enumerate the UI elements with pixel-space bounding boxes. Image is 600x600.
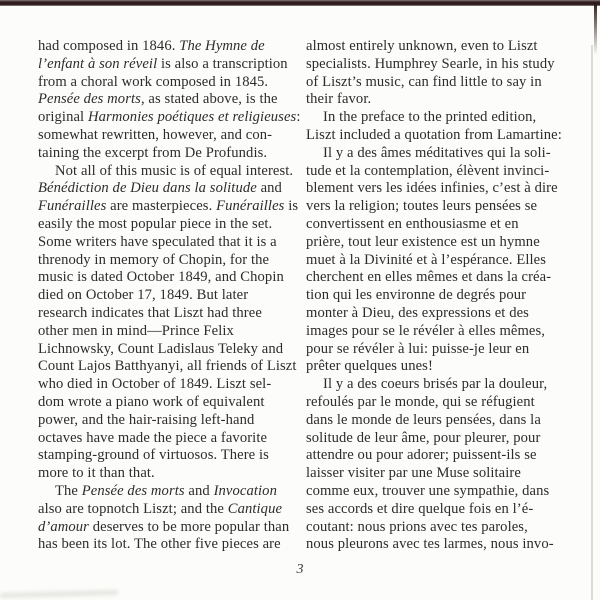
text-line [38, 74, 298, 92]
text-line [306, 519, 574, 537]
text-line [306, 358, 574, 376]
text-segment: : [296, 109, 301, 126]
scan-edge-right-line [591, 45, 593, 600]
text-line [38, 465, 298, 483]
text-line [306, 145, 574, 163]
text-segment: power, and the hair-raising left-hand [38, 411, 255, 428]
text-line [306, 430, 574, 448]
italic-text-segment: Invocation [213, 482, 277, 499]
text-segment: research indicates that Liszt had three [38, 304, 262, 321]
text-line [38, 483, 298, 501]
text-line [306, 483, 574, 501]
text-segment: died on October 17, 1849. But later [38, 287, 249, 304]
text-segment: The [55, 482, 82, 499]
italic-text-segment: Cantique [227, 500, 283, 517]
text-line [38, 341, 298, 359]
text-segment: dom wrote a piano work of equivalent [38, 393, 265, 410]
text-segment: , as stated above, is the [140, 91, 278, 108]
text-segment: prêter quelques unes! [306, 358, 433, 375]
text-segment: ses accords et dire quelque fois en l’é- [306, 500, 534, 517]
text-line [38, 536, 298, 554]
text-line [38, 234, 298, 252]
text-segment: tion qui les environne de degrés pour [306, 287, 527, 304]
italic-text-segment: The Hymne de [179, 38, 265, 54]
text-segment: easily the most popular piece in the set. [38, 215, 273, 232]
text-line [306, 323, 574, 341]
text-segment: comme eux, trouver une sympathie, dans [306, 482, 550, 499]
text-line [38, 447, 298, 465]
text-segment: Liszt included a quotation from Lamartine: [306, 126, 562, 143]
text-line [38, 305, 298, 323]
text-segment: taining the excerpt from De Profundis. [38, 144, 268, 161]
text-line [306, 109, 574, 127]
text-line [306, 180, 574, 198]
text-segment: almost entirely unknown, even to Liszt [306, 38, 538, 54]
text-line [38, 376, 298, 394]
text-line [306, 163, 574, 181]
scan-edge-top [0, 0, 600, 6]
text-line [306, 269, 574, 287]
text-columns [38, 38, 574, 554]
text-segment: laisser visiter par une Muse solitaire [306, 465, 521, 482]
text-segment: threnody in memory of Chopin, for the [38, 251, 270, 268]
text-line [38, 38, 298, 56]
text-segment: and [184, 482, 214, 499]
text-line [306, 376, 574, 394]
italic-text-segment: Pensée des morts [38, 91, 141, 108]
text-segment: refoulés par le monde, qui se réfugient [306, 393, 535, 410]
text-line [306, 127, 574, 145]
text-line [38, 519, 298, 537]
text-segment: octaves have made the piece a favorite [38, 429, 268, 446]
text-segment: In the preface to the printed edition, [323, 109, 537, 126]
text-line [306, 394, 574, 412]
text-segment: has been its lot. The other five pieces are [38, 536, 281, 553]
text-line [306, 38, 574, 56]
text-segment: their favor. [306, 91, 372, 108]
text-line [38, 412, 298, 430]
left-column [38, 38, 301, 554]
text-segment: coutant: nous prions avec tes paroles, [306, 518, 528, 535]
text-segment: of Liszt’s music, can find little to say in [306, 73, 542, 90]
text-segment: blement vers les idées infinies, c’est à dire [306, 180, 558, 197]
text-segment: from a choral work composed in 1845. [38, 73, 269, 90]
text-segment: Lichnowsky, Count Ladislaus Teleky and [38, 340, 284, 357]
text-segment: dans le monde de leurs pensées, dans la [306, 411, 541, 428]
text-line [38, 109, 301, 127]
right-column [306, 38, 574, 554]
text-segment: original [38, 109, 88, 126]
text-segment: monter à Dieu, des expressions et des [306, 304, 529, 321]
italic-text-segment: Pensée des morts [81, 482, 185, 499]
scan-edge-right-dark [594, 3, 597, 55]
text-segment: also are topnotch Liszt; and the [38, 500, 228, 517]
text-segment: Il y a des âmes méditatives qui la soli- [323, 144, 551, 161]
text-line [38, 180, 298, 198]
text-line [38, 216, 298, 234]
text-line [306, 465, 574, 483]
text-line [38, 287, 298, 305]
text-segment: somewhat rewritten, however, and con- [38, 126, 273, 143]
text-segment: are masterpieces. [106, 198, 217, 215]
italic-text-segment: l’enfant à son réveil [38, 55, 158, 72]
text-segment: music is dated October 1849, and Chopin [38, 269, 284, 286]
italic-text-segment: Funérailles [216, 198, 285, 215]
text-line [306, 91, 574, 109]
text-line [306, 74, 574, 92]
text-line [38, 127, 298, 145]
text-segment: cherchent en elles mêmes et dans la créa- [306, 269, 552, 286]
text-line [306, 305, 574, 323]
text-line [38, 358, 298, 376]
text-segment: Not all of this music is of equal interest. [55, 162, 294, 179]
text-line [306, 287, 574, 305]
text-segment: attendre ou pour adorer; puissent-ils se [306, 447, 537, 464]
text-line [38, 501, 298, 519]
text-line [38, 269, 298, 287]
italic-text-segment: Bénédiction de Dieu dans la solitude [38, 180, 257, 197]
text-line [306, 252, 574, 270]
scan-artifact-smudge [0, 590, 118, 597]
text-line [38, 145, 298, 163]
text-segment: vers la religion; toutes leurs pensées se [306, 198, 538, 215]
text-segment: specialists. Humphrey Searle, in his study [306, 55, 555, 72]
text-line [306, 198, 574, 216]
text-segment: Count Lajos Batthyanyi, all friends of Liszt [38, 358, 297, 375]
text-line [38, 323, 298, 341]
text-segment: other men in mind—Prince Felix [38, 322, 234, 339]
italic-text-segment: Harmonies poétiques et religieuses [87, 109, 297, 126]
text-line [38, 252, 298, 270]
text-segment: who died in October of 1849. Liszt sel- [38, 376, 272, 393]
text-line [306, 341, 574, 359]
text-segment: nous pleurons avec tes larmes, nous invo- [306, 536, 554, 553]
text-segment: pour se révéler à lui: puisse-je leur en [306, 340, 530, 357]
text-segment: deserves to be more popular than [88, 518, 290, 535]
text-segment: is [284, 198, 299, 215]
text-segment: and [256, 180, 282, 197]
text-line [306, 216, 574, 234]
text-segment: stamping-ground of virtuosos. There is [38, 447, 269, 464]
text-segment: convertissent en enthousiasme et en [306, 215, 519, 232]
text-line [38, 394, 298, 412]
text-line [306, 56, 574, 74]
text-segment: is also a transcription [157, 55, 288, 72]
text-segment: images pour se le révéler à elles mêmes, [306, 322, 546, 339]
text-segment: solitude de leur âme, pour pleurer, pour [306, 429, 541, 446]
text-line [38, 430, 298, 448]
text-segment: more to it than that. [38, 465, 155, 482]
text-line [306, 501, 574, 519]
text-line [306, 412, 574, 430]
text-segment: prière, tout leur existence est un hymne [306, 233, 540, 250]
text-segment: tude et la contemplation, élèvent invinci- [306, 162, 550, 179]
text-line [306, 234, 574, 252]
text-line [38, 91, 298, 109]
text-segment: Some writers have speculated that it is a [38, 233, 277, 250]
text-line [306, 447, 574, 465]
page-number: 3 [296, 562, 304, 577]
text-segment: muet à la Divinité et à l’espérance. Elles [306, 251, 547, 268]
italic-text-segment: d’amour [38, 518, 89, 535]
text-line [38, 56, 298, 74]
text-segment: Il y a des coeurs brisés par la douleur, [323, 376, 548, 393]
text-line [38, 163, 298, 181]
text-line [38, 198, 298, 216]
text-segment: had composed in 1846. [38, 38, 180, 54]
text-line [306, 536, 574, 554]
italic-text-segment: Funérailles [38, 198, 107, 215]
